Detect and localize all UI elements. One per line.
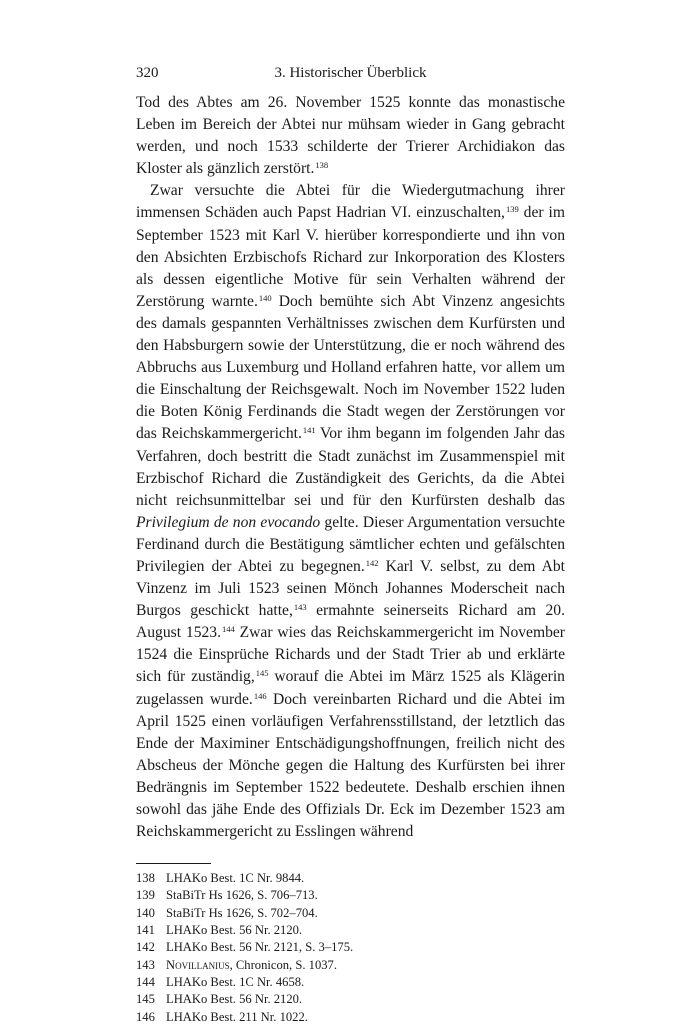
text-run: LHAKo Best. 211 Nr. 1022. <box>166 1009 308 1024</box>
text-run: , Chronicon, S. 1037. <box>229 957 337 972</box>
text-run: gelte. Dieser Argumentation versuchte Ferdinand durch die Bestätigung sämtlicher echten und gefälschten Privilegien der Abtei zu begegnen. <box>136 513 565 575</box>
text-run: Doch bemühte sich Abt Vinzenz angesichts des damals gespannten Verhältnisses zwischen dem Kurfürsten und den Habsburgern sowie der Unterstützung, die er noch während des Abbruchs aus Luxemburg und Holland erfahren hatte, vor allem um die Einschaltung der Reichsgewalt. Noch im November 1522 luden die Boten König Ferdinands die Stadt wegen der Zerstörungen vor das Reichskammergericht. <box>136 292 565 443</box>
italic-term: Privilegium de non evocando <box>136 513 321 531</box>
footnote-number: 146 <box>136 1009 155 1024</box>
text-run: LHAKo Best. 56 Nr. 2121, S. 3–175. <box>166 940 354 955</box>
main-text <box>136 92 565 843</box>
footnotes <box>136 870 565 1026</box>
text-run: der im September 1523 mit Karl V. hierüber korrespondierte und ihn von den Absichten Erzbischofs Richard zur Inkorporation des Klosters als dessen eigentliche Motive für sein Verhalten während der Zerstörung warnte. <box>136 204 566 310</box>
footnote-reference: 146 <box>253 690 267 701</box>
footnote-reference: 139 <box>505 204 519 215</box>
footnote-text <box>166 1009 308 1026</box>
paragraph <box>136 180 565 843</box>
text-run: StaBiTr Hs 1626, S. 706–713. <box>166 888 318 903</box>
footnote <box>136 905 565 922</box>
footnote-number: 142 <box>136 940 155 955</box>
footnote-text <box>166 905 318 922</box>
footnote-reference: 143 <box>293 602 307 613</box>
text-run: LHAKo Best. 56 Nr. 2120. <box>166 923 303 938</box>
text-run: Vor ihm begann im folgenden Jahr das Verfahren, doch bestritt die Stadt zunächst im Zusammenspiel mit Erzbischof Richard die Zuständigkeit des Gerichts, da die Abtei nicht reichsunmittelbar sei und für den Kurfürsten deshalb das <box>136 425 565 509</box>
text-run: worauf die Abtei im März 1525 als Klägerin zugelassen wurde. <box>136 668 565 708</box>
footnote-number: 138 <box>136 871 155 886</box>
footnote <box>136 991 565 1008</box>
text-run: LHAKo Best. 56 Nr. 2120. <box>166 992 303 1007</box>
footnote-reference: 138 <box>315 160 329 171</box>
text-run: StaBiTr Hs 1626, S. 702–704. <box>166 905 318 920</box>
page-number: 320 <box>136 65 159 81</box>
running-head <box>136 62 565 84</box>
footnote-reference: 144 <box>222 624 235 635</box>
footnote-text <box>166 939 353 956</box>
footnote-reference: 142 <box>365 557 379 568</box>
text-run: Tod des Abtes am 26. November 1525 konnte das monastische Leben im Bereich der Abtei nur mühsam wieder in Gang gebracht werden, und noch 1533 schilderte der Trierer Archidiakon das Kloster als gänzlich zerstört. <box>136 94 565 178</box>
footnote-reference: 141 <box>302 425 316 436</box>
footnote <box>136 870 565 887</box>
author-name: Novillanius <box>166 957 230 972</box>
text-run: Zwar wies das Reichskammergericht im November 1524 die Einsprüche Richards und der Stadt Trier ab und erklärte sich für zuständig, <box>136 624 565 686</box>
footnote-text <box>166 922 302 939</box>
footnote-text <box>166 974 304 991</box>
footnote-text <box>166 870 304 887</box>
text-run: Karl V. selbst, zu dem Abt Vinzenz im Juli 1523 seinen Mönch Johannes Moderscheit nach Burgos geschickt hatte, <box>136 557 565 620</box>
footnote <box>136 1009 565 1026</box>
text-run: Zwar versuchte die Abtei für die Wiedergutmachung ihrer immensen Schäden auch Papst Hadrian VI. einzuschalten, <box>136 182 565 222</box>
footnote-reference: 145 <box>255 668 269 679</box>
running-title: 3. Historischer Überblick <box>274 65 427 81</box>
text-run: LHAKo Best. 1C Nr. 4658. <box>166 974 305 989</box>
footnote-number: 140 <box>136 905 155 920</box>
text-run: Doch vereinbarten Richard und die Abtei im April 1525 einen vorläufigen Verfahrensstillstand, der letztlich das Ende der Maximiner Entschädigungshoffnungen, freilich nicht des Abscheus der Mönche gegen die Haltung des Kurfürsten bei ihrer Bedrängnis im September 1522 bedeutete. Deshalb erschien ihnen sowohl das jähe Ende des Offizials Dr. Eck im Dezember 1523 am Reichskammergericht zu Esslingen während <box>136 690 566 841</box>
paragraph <box>136 92 565 180</box>
book-page <box>136 62 565 1026</box>
footnote-number: 144 <box>136 974 155 989</box>
footnote-text <box>166 957 337 974</box>
footnote <box>136 957 565 974</box>
footnote-text <box>166 887 318 904</box>
text-run: LHAKo Best. 1C Nr. 9844. <box>166 871 305 886</box>
footnote-text <box>166 991 302 1008</box>
footnote-number: 145 <box>136 992 155 1007</box>
footnote-reference: 140 <box>258 292 272 303</box>
footnote <box>136 887 565 904</box>
text-run: ermahnte seinerseits Richard am 20. August 1523. <box>136 602 565 642</box>
footnote-separator <box>136 863 211 864</box>
footnote-number: 141 <box>136 923 155 938</box>
footnote <box>136 974 565 991</box>
footnote-number: 143 <box>136 957 155 972</box>
footnote <box>136 939 565 956</box>
footnote <box>136 922 565 939</box>
footnote-number: 139 <box>136 888 155 903</box>
